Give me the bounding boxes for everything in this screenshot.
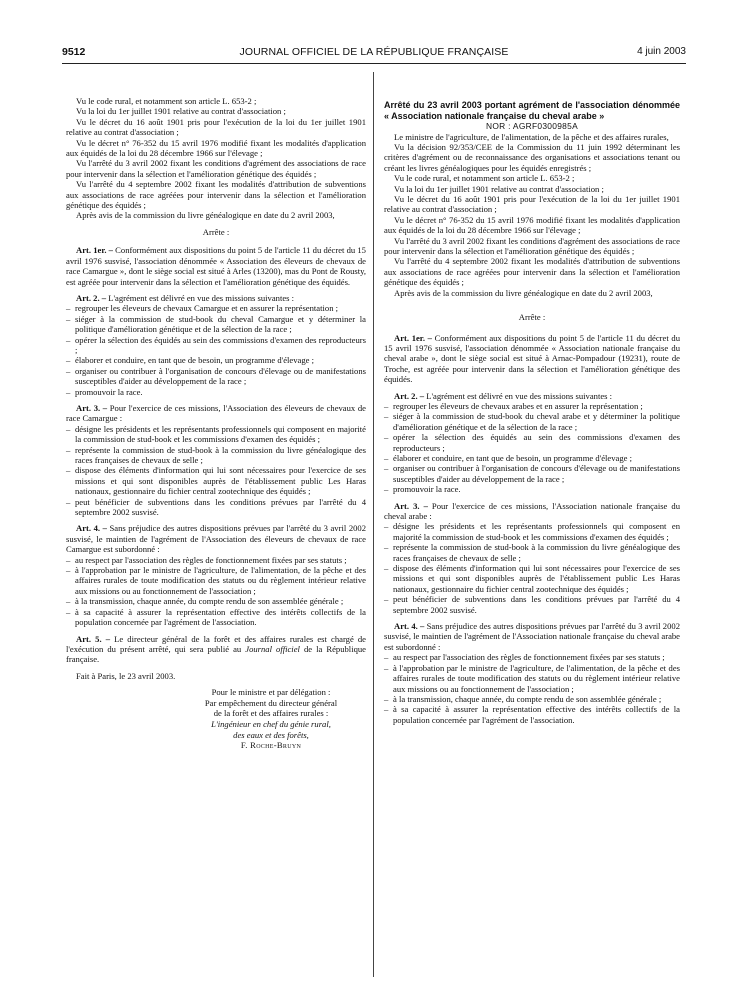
signature-line: Par empêchement du directeur général	[204, 697, 338, 708]
article-label: Art. 2. –	[394, 390, 425, 401]
list-item: – peut bénéficier de subventions dans les conditions prévues par l'arrêté du 4 septembre 2002 susvisé.	[66, 497, 366, 518]
arrete-heading: Arrête :	[518, 312, 546, 323]
article-3	[66, 403, 366, 424]
signing-place-date: Fait à Paris, le 23 avril 2003.	[76, 670, 176, 681]
signature-line: L'ingénieur en chef du génie rural,	[211, 718, 331, 729]
article-text: Sans préjudice des autres dispositions prévues par l'arrêté du 3 avril 2002 susvisé, le maintien de l'agrément de l'Association des éleveurs de chevaux de race Camargue est subordonné :	[66, 523, 367, 555]
page-number: 9512	[62, 46, 86, 58]
visa: Vu le décret du 16 août 1901 pris pour l'exécution de la loi du 1er juillet 1901 relative au contrat d'association ;	[66, 116, 366, 138]
list-item: – opérer la sélection des équidés au sein des commissions d'examen des reproducteurs ;	[66, 335, 366, 356]
column-divider	[373, 72, 374, 977]
visa: Vu le code rural, et notamment son article L. 653-2 ;	[76, 96, 257, 106]
article-4-list	[384, 652, 680, 725]
nor-reference: NOR : AGRF0300985A	[486, 121, 578, 132]
visa: Vu l'arrêté du 3 avril 2002 fixant les conditions d'agrément des associations de race pour intervenir dans la sélection et l'amélioration génétique des équidés ;	[66, 158, 366, 179]
list-item: – dispose des éléments d'information qui lui sont nécessaires pour l'exercice de ses missions et qui sont disponibles auprès de l'établissement public Les Haras nationaux, gestionnaire du fichier central zootechnique des équidés ;	[66, 465, 366, 496]
signature-line: Pour le ministre et par délégation :	[211, 687, 331, 698]
signature-line: de la forêt et des affaires rurales :	[213, 708, 329, 719]
left-column	[66, 96, 366, 751]
article-text: Pour l'exercice de ces missions, l'Association nationale française du cheval arabe :	[384, 500, 680, 521]
list-item: – dispose des éléments d'information qui lui sont nécessaires pour l'exercice de ses missions et qui sont disponibles auprès de l'établissement public Les Haras nationaux, gestionnaire du fichier central zootechnique des équidés ;	[384, 563, 680, 594]
visa: Vu l'arrêté du 4 septembre 2002 fixant les modalités d'attribution de subventions aux associations de race agréées pour intervenir dans la sélection et l'amélioration génétique des équidés ;	[66, 179, 366, 211]
visa: Après avis de la commission du livre généalogique en date du 2 avril 2003,	[76, 210, 335, 221]
right-column	[384, 100, 680, 725]
article-label: Art. 1er. –	[394, 332, 432, 343]
article-label: Art. 2. –	[76, 292, 107, 303]
article-4	[66, 523, 366, 554]
visa: Vu la décision 92/353/CEE de la Commission du 11 juin 1992 déterminant les critères d'agrément ou de reconnaissance des organisations et associations tenant ou créant les livres généalogiques pour les équidés enregistrés ;	[384, 142, 680, 173]
list-item: – désigne les présidents et les représentants professionnels qui composent en majorité la commission de stud-book et les commissions d'examen des équidés ;	[384, 521, 680, 542]
list-item: – représente la commission de stud-book à la commission du livre généalogique des races françaises de chevaux de selle ;	[384, 542, 680, 563]
list-item: – organiser ou contribuer à l'organisation de concours d'élevage ou de manifestations susceptibles d'aider au développement de la race ;	[384, 463, 680, 484]
article-1	[384, 333, 680, 385]
list-item: – au respect par l'association des règles de fonctionnement fixées par ses statuts ;	[384, 652, 680, 662]
article-text: Conformément aux dispositions du point 5 de l'article 11 du décret du 15 avril 1976 susvisé, l'association dénommée « Association nationale française du cheval arabe », dont le siège social est situé à Arnac-Pompadour (19231), route de Troche, est agréée pour intervenir dans la sélection et l'amélioration génétique des équidés.	[384, 332, 680, 385]
decree-title: Arrêté du 23 avril 2003 portant agrément de l'association dénommée « Association nationale française du cheval arabe »	[384, 100, 680, 121]
article-2-list	[384, 401, 680, 495]
arrete-heading: Arrête :	[202, 226, 230, 237]
journal-name: Journal officiel	[245, 643, 300, 654]
list-item: – promouvoir la race.	[66, 387, 366, 397]
article-2	[384, 391, 680, 401]
list-item: – à l'approbation par le ministre de l'agriculture, de l'alimentation, de la pêche et des affaires rurales de toute modification des statuts ou du règlement intérieur relative aux missions ou au fonctionnement de l'association ;	[66, 565, 366, 596]
minister-intro: Le ministre de l'agriculture, de l'alimentation, de la pêche et des affaires rurales,	[394, 131, 669, 142]
article-text: Conformément aux dispositions du point 5 de l'article 11 du décret du 15 avril 1976 susvisé, l'association dénommée « Association des éleveurs de chevaux de race Camargue », dont le siège social est situé à Arles (13200), mas du Pont de Rousty, est agréée pour intervenir dans la sélection et l'amélioration génétique des équidés.	[66, 245, 366, 287]
list-item: – élaborer et conduire, en tant que de besoin, un programme d'élevage ;	[384, 453, 680, 463]
article-label: Art. 1er. –	[76, 245, 113, 256]
article-1	[66, 245, 366, 287]
visa: Vu la loi du 1er juillet 1901 relative au contrat d'association ;	[394, 183, 604, 194]
visa: Après avis de la commission du livre généalogique en date du 2 avril 2003,	[394, 287, 653, 298]
list-item: – regrouper les éleveurs de chevaux Camargue et en assurer la représentation ;	[66, 303, 366, 313]
article-2-list	[66, 303, 366, 397]
visa: Vu le décret du 16 août 1901 pris pour l'exécution de la loi du 1er juillet 1901 relative au contrat d'association ;	[384, 194, 680, 215]
visa: Vu le décret n° 76-352 du 15 avril 1976 modifié fixant les modalités d'application aux équidés de la loi du 28 décembre 1966 sur l'élevage ;	[66, 137, 366, 159]
issue-date: 4 juin 2003	[637, 46, 686, 57]
list-item: – à la transmission, chaque année, du compte rendu de son assemblée générale ;	[384, 694, 680, 704]
article-3-list	[384, 521, 680, 615]
visa: Vu le décret n° 76-352 du 15 avril 1976 modifié fixant les modalités d'application aux équidés de la loi du 28 décembre 1966 sur l'élevage ;	[384, 214, 680, 236]
visa: Vu la loi du 1er juillet 1901 relative au contrat d'association ;	[76, 106, 286, 117]
article-label: Art. 5. –	[76, 633, 111, 644]
list-item: – peut bénéficier de subventions dans les conditions prévues par l'arrêté du 4 septembre 2002 susvisé.	[384, 594, 680, 615]
list-item: – à sa capacité à assurer la représentation effective des intérêts collectifs de la population concernée par l'agrément de l'association.	[66, 607, 366, 628]
article-text: Pour l'exercice de ces missions, l'Association des éleveurs de chevaux de race Camargue :	[66, 402, 366, 424]
list-item: – organiser ou contribuer à l'organisation de concours d'élevage ou de manifestations susceptibles d'aider au développement de la race ;	[66, 366, 366, 387]
article-label: Art. 3. –	[394, 500, 428, 511]
list-item: – représente la commission de stud-book à la commission du livre généalogique des races françaises de chevaux de selle ;	[66, 445, 366, 466]
signature-block	[176, 687, 366, 751]
signature-line: des eaux et des forêts,	[233, 729, 309, 740]
article-4-list	[66, 555, 366, 628]
article-3-list	[66, 424, 366, 518]
header-rule	[62, 63, 686, 64]
list-item: – désigne les présidents et les représentants professionnels qui composent en majorité la commission de stud-book et les commissions d'examen des équidés ;	[66, 424, 366, 445]
list-item: – à l'approbation par le ministre de l'agriculture, de l'alimentation, de la pêche et des affaires rurales de toute modification des statuts ou du règlement intérieur relative aux missions ou au fonctionnement de l'association ;	[384, 663, 680, 694]
list-item: – élaborer et conduire, en tant que de besoin, un programme d'élevage ;	[66, 355, 366, 365]
article-2	[66, 293, 366, 303]
visa: Vu l'arrêté du 4 septembre 2002 fixant les modalités d'attribution de subventions aux associations de race agréées pour intervenir dans la sélection et l'amélioration génétique des équidés ;	[384, 256, 680, 288]
list-item: – siéger à la commission de stud-book du cheval arabe et y déterminer la politique d'amélioration génétique et de la sélection de la race ;	[384, 411, 680, 432]
article-label: Art. 3. –	[76, 402, 108, 413]
article-text: Sans préjudice des autres dispositions prévues par l'arrêté du 3 avril 2002 susvisé, le maintien de l'agrément de l'Association nationale française du cheval arabe est subordonné :	[384, 621, 680, 652]
list-item: – au respect par l'association des règles de fonctionnement fixées par ses statuts ;	[66, 555, 366, 565]
article-4	[384, 621, 680, 652]
signatory-name: F. Roche-Bruyn	[240, 740, 302, 751]
article-label: Art. 4. –	[76, 523, 107, 534]
list-item: – à sa capacité à assurer la représentation effective des intérêts collectifs de la population concernée par l'agrément de l'association.	[384, 704, 680, 725]
article-text: Le directeur général de la forêt et des affaires rurales est chargé de l'exécution du présent arrêté, qui sera publié au	[66, 633, 366, 654]
list-item: – regrouper les éleveurs de chevaux arabes et en assurer la représentation ;	[384, 401, 680, 411]
list-item: – siéger à la commission de stud-book du cheval Camargue et y déterminer la politique d'amélioration génétique et de la sélection de la race ;	[66, 314, 366, 335]
article-3	[384, 501, 680, 522]
visa: Vu le code rural, et notamment son article L. 653-2 ;	[394, 173, 575, 184]
article-label: Art. 4. –	[394, 621, 425, 632]
list-item: – à la transmission, chaque année, du compte rendu de son assemblée générale ;	[66, 596, 366, 606]
journal-title: JOURNAL OFFICIEL DE LA RÉPUBLIQUE FRANÇAISE	[239, 46, 509, 58]
article-text: L'agrément est délivré en vue des missions suivantes :	[106, 292, 295, 303]
list-item: – promouvoir la race.	[384, 484, 680, 494]
article-5	[66, 634, 366, 665]
article-text: L'agrément est délivré en vue des missions suivantes :	[424, 390, 613, 401]
visa: Vu l'arrêté du 3 avril 2002 fixant les conditions d'agrément des associations de race pour intervenir dans la sélection et l'amélioration génétique des équidés ;	[384, 235, 680, 257]
list-item: – opérer la sélection des équidés au sein des commissions d'examen des reproducteurs ;	[384, 432, 680, 453]
article-text: de la République française.	[66, 643, 366, 665]
